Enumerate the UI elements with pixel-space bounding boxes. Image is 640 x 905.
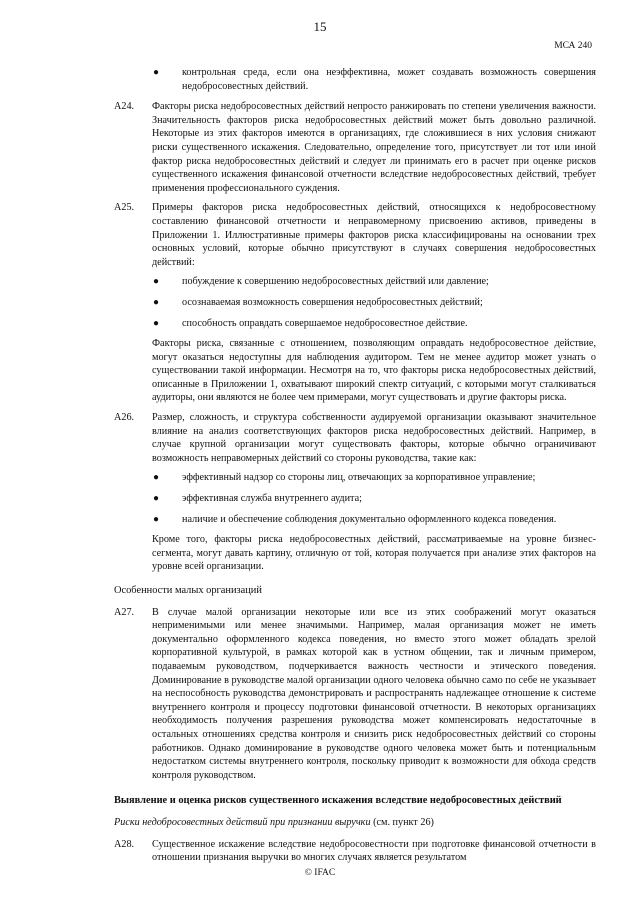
bullet-icon: ● [153,472,160,484]
paragraph-number: A28. [114,838,135,850]
bullet-icon: ● [153,296,160,308]
paragraph-a27 [114,606,596,783]
list-item: ● способность оправдать совершаемое недобросовестное действие. [153,317,468,329]
paragraph-text: Размер, сложность, и структура собственности аудируемой организации оказывают значительное влияние на анализ соответствующих факторов риска недобросовестных действий. Например, в случае крупной организации могут существовать факторы, которые обычно ограничивают возможность неправомерных действий со стороны руководства, такие как: [152,412,596,464]
bullet-icon: ● [153,317,160,329]
paragraph-a24 [114,100,596,195]
revenue-risk-subheading [114,816,596,830]
bullet-icon: ● [153,67,160,78]
list-item: ● наличие и обеспечение соблюдения документально оформленного кодекса поведения. [153,513,557,525]
bullet-icon: ● [153,493,160,505]
paragraph-a26 [114,411,596,465]
small-entities-heading: Особенности малых организаций [114,585,262,596]
standard-reference: МСА 240 [554,41,592,51]
list-item: ● побуждение к совершению недобросовестных действий или давление; [153,276,489,288]
bullet-icon: ● [153,513,160,525]
a26-continuation: Кроме того, факторы риска недобросовестных действий, рассматриваемые на уровне бизнес-сегмента, могут давать картину, отличную от той, которая получается при анализе этих факторов на уровне всей организации. [152,534,596,573]
paragraph-a25 [114,201,596,269]
intro-bullet-list [152,66,596,93]
list-item: ● контрольная среда, если она неэффективна, может создавать возможность совершения недобросовестных действий. [153,67,596,92]
paragraph-text: Факторы риска недобросовестных действий непросто ранжировать по степени увеличения важности. Значительность факторов риска недобросовестных действий может быть довольно различной. Некоторые из этих факторов имеются в организациях, где сложившиеся в них условия снижают риски существенного искажения. Следовательно, определение того, присутствует ли тот или иной фактор риска недобросовестных действий и следует ли принимать его в расчет при оценке рисков существенного искажения финансовой отчетности вследствие недобросовестных действий, требует применения профессионального суждения. [152,101,596,194]
paragraph-text: Примеры факторов риска недобросовестных действий, относящихся к недобросовестному составлению финансовой отчетности и неправомерному присвоению активов, приведены в Приложении 1. Иллюстративные примеры факторов риска классифицированы на основании трех основных условий, которые обычно присутствуют в случаях совершения недобросовестных действий: [152,202,596,268]
paragraph-text: Существенное искажение вследствие недобросовестности при подготовке финансовой отчетности в отношении признания выручки во многих случаях является результатом [152,838,596,864]
a25-bullet-list [152,275,596,330]
section-heading: Выявление и оценка рисков существенного искажения вследствие недобросовестных действий [114,795,562,807]
paragraph-number: A27. [114,606,135,618]
paragraph-a28 [114,838,596,865]
a26-bullet-list [152,471,596,526]
paragraph-number: A25. [114,202,135,214]
document-body [114,66,596,871]
paragraph-number: A26. [114,412,135,424]
revenue-risk-title: Риски недобросовестных действий при признании выручки [114,816,371,828]
footer-copyright: © IFAC [304,868,336,878]
paragraph-number: A24. [114,101,135,113]
page-number: 15 [313,19,327,34]
revenue-risk-reference: (см. пункт 26) [370,816,434,828]
bullet-icon: ● [153,276,160,288]
list-item: ● эффективная служба внутреннего аудита; [153,493,362,505]
a25-continuation: Факторы риска, связанные с отношением, позволяющим оправдать недобросовестное действие, могут оказаться недоступны для наблюдения аудитором. Тем не менее аудитор может узнать о существовании такой информации. Несмотря на то, что факторы риска недобросовестных действий, описанные в Приложении 1, охватывают широкий спектр ситуаций, с которыми могут сталкиваться аудиторы, они являются не более чем примерами, могут существовать и другие факторы риска. [152,338,596,404]
list-item: ● осознаваемая возможность совершения недобросовестных действий; [153,296,483,308]
paragraph-text: В случае малой организации некоторые или все из этих соображений могут оказаться неприменимыми или менее значимыми. Например, малая организация может не иметь документально оформленного кодекса поведения, но вместо этого может обладать зрелой корпоративной культурой, в рамках которой как в устном общении, так и личным примером, подаваемым руководством, подчеркивается важность честности и этического поведения. Доминирование в руководстве малой организации одного человека обычно само по себе не указывает на неспособность руководства демонстрировать и распространять надлежащее отношение к системе внутреннего контроля и процессу подготовки финансовой отчетности. В некоторых организациях необходимость получения разрешения руководства может компенсировать недостаточные в остальных отношениях средства контроля и снизить риск недобросовестных действий со стороны работников. Однако доминирование в руководстве одного человека может быть и потенциальным недостатком системы внутреннего контроля, поскольку приводит к возможности для обхода средств контроля руководством. [152,606,596,781]
list-item: ● эффективный надзор со стороны лиц, отвечающих за корпоративное управление; [153,472,536,484]
